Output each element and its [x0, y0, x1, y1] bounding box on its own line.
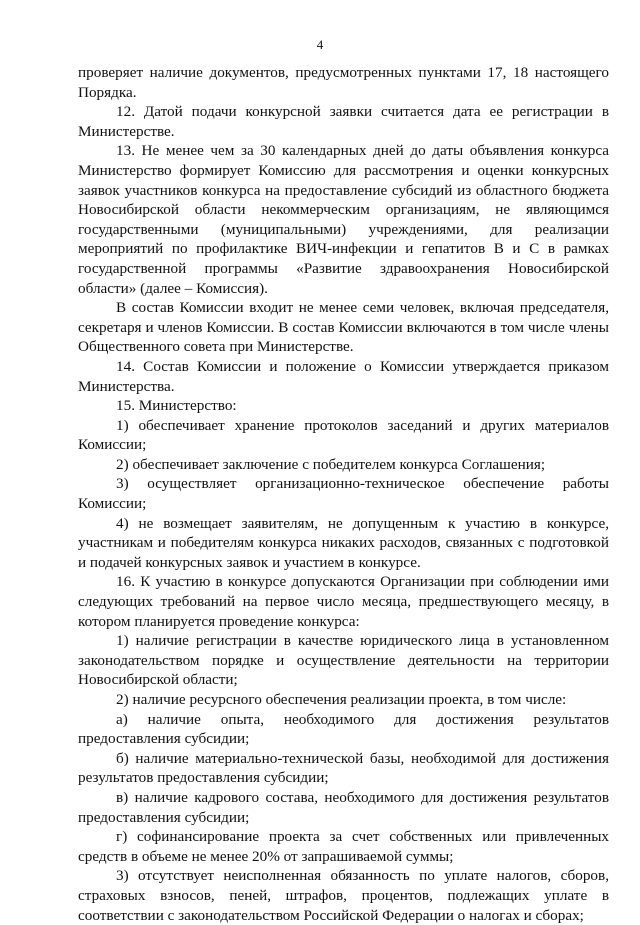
- paragraph: 1) обеспечивает хранение протоколов заседаний и других материалов Комиссии;: [78, 416, 609, 454]
- paragraph: г) софинансирование проекта за счет собственных или привлеченных средств в объеме не менее 20% от запрашиваемой суммы;: [78, 828, 609, 865]
- document-body: [78, 63, 609, 925]
- paragraph: 14. Состав Комиссии и положение о Комиссии утверждается приказом Министерства.: [78, 357, 609, 395]
- paragraph: 2) наличие ресурсного обеспечения реализации проекта, в том числе:: [116, 691, 567, 708]
- paragraph: 12. Датой подачи конкурсной заявки считается дата ее регистрации в Министерстве.: [78, 103, 609, 140]
- paragraph: а) наличие опыта, необходимого для достижения результатов предоставления субсидии;: [78, 710, 609, 748]
- paragraph: 2) обеспечивает заключение с победителем конкурса Соглашения;: [116, 455, 546, 473]
- paragraph: 3) отсутствует неисполненная обязанность по уплате налогов, сборов, страховых взносов, пеней, штрафов, процентов, подлежащих уплате в соответствии с законодательством Российской Федерации о налогах и сборах;: [78, 867, 609, 924]
- paragraph: 4) не возмещает заявителям, не допущенным к участию в конкурсе, участникам и победителям конкурса никаких расходов, связанных с подготовкой и подачей конкурсных заявок и участием в конкурсе.: [78, 514, 609, 571]
- paragraph: 1) наличие регистрации в качестве юридического лица в установленном законодательством порядке и осуществление деятельности на территории Новосибирской области;: [78, 632, 609, 689]
- paragraph: проверяет наличие документов, предусмотренных пунктами 17, 18 настоящего Порядка.: [78, 64, 609, 101]
- paragraph: 16. К участию в конкурсе допускаются Организации при соблюдении ими следующих требований на первое число месяца, предшествующего месяцу, в котором планируется проведение конкурса:: [78, 573, 609, 630]
- paragraph: 15. Министерство:: [116, 397, 237, 415]
- paragraph: 13. Не менее чем за 30 календарных дней до даты объявления конкурса Министерство формирует Комиссию для рассмотрения и оценки конкурсных заявок участников конкурса на предоставление субсидий из областного бюджета Новосибирской области некоммерческим организациям, не являющимся государственными (муниципальными) учреждениями, для реализации мероприятий по профилактике ВИЧ-инфекции и гепатитов В и С в рамках государственной программы «Развитие здравоохранения Новосибирской области» (далее – Комиссия).: [78, 142, 609, 297]
- paragraph: б) наличие материально-технической базы, необходимой для достижения результатов предоставления субсидии;: [78, 749, 609, 787]
- paragraph: В состав Комиссии входит не менее семи человек, включая председателя, секретаря и членов Комиссии. В состав Комиссии включаются в том числе члены Общественного совета при Министерстве.: [78, 299, 609, 356]
- page-number: 4: [316, 37, 324, 52]
- paragraph: в) наличие кадрового состава, необходимого для достижения результатов предоставления субсидии;: [78, 788, 609, 826]
- paragraph: 3) осуществляет организационно-техническое обеспечение работы Комиссии;: [78, 475, 609, 513]
